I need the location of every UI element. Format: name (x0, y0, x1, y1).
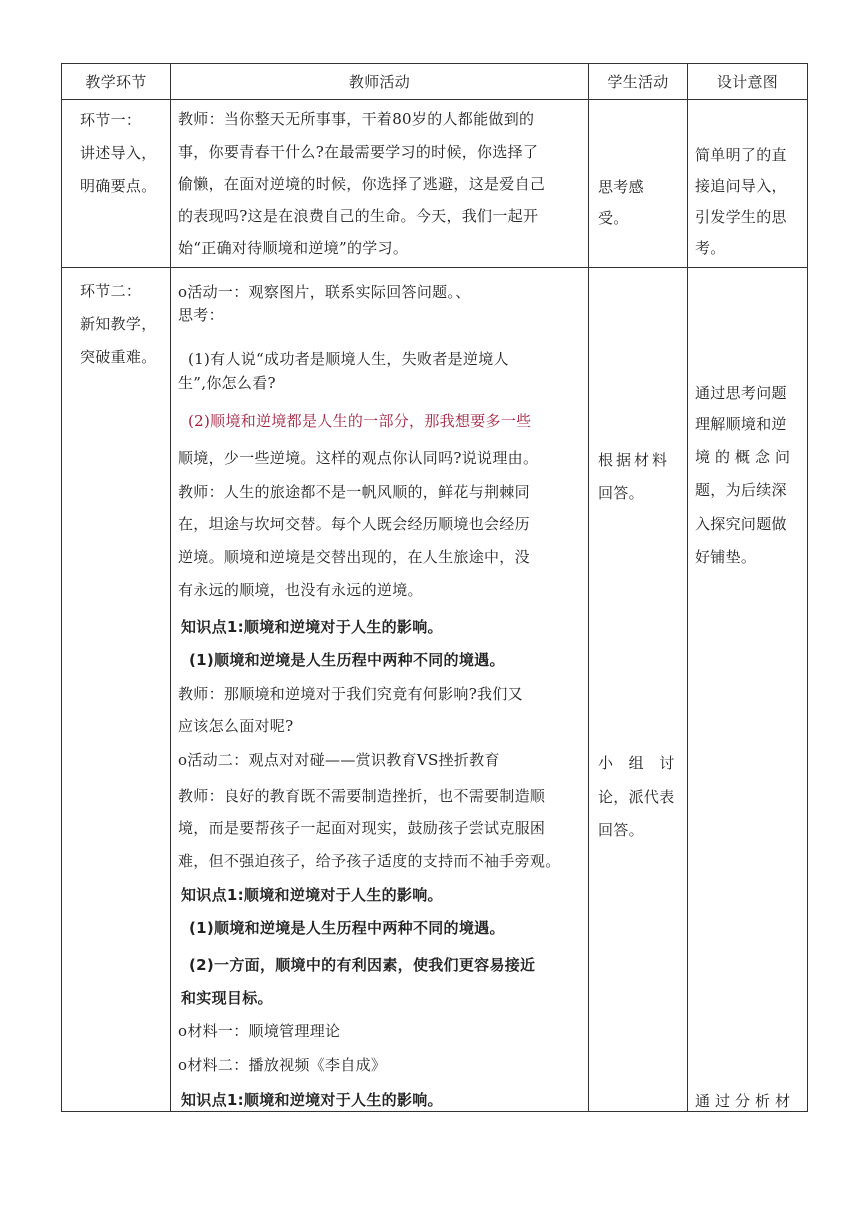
teacher-question-line: 应该怎么面对呢? (178, 717, 294, 735)
row1-intent-line: 考。 (695, 239, 726, 257)
teacher-remark2-line: 难，但不强迫孩子，给予孩子适度的支持而不袖手旁观。 (178, 852, 561, 870)
knowledge-point-item: (2)一方面，顺境中的有利因素，使我们更容易接近 (189, 956, 536, 974)
teacher-remark-line: 有永远的顺境，也没有永远的逆境。 (178, 581, 423, 599)
row1-intent-line: 接追问导入， (695, 177, 787, 195)
row2-intent-line: 好铺垫。 (695, 548, 757, 566)
row2-stage-line: 新知教学， (80, 315, 157, 333)
header-stage: 教学环节 (85, 73, 147, 91)
table-col-divider-3 (687, 63, 688, 1112)
row2-student2-line: 回答。 (598, 821, 644, 839)
row2-intent-line: 境的概念问 (695, 448, 796, 466)
question1-line: (1)有人说“成功者是顺境人生，失败者是逆境人 (188, 350, 509, 368)
header-teacher-activity: 教师活动 (348, 73, 411, 91)
table-border-left (61, 63, 62, 1112)
row2-stage-line: 环节二： (80, 282, 142, 300)
table-col-divider-1 (170, 63, 171, 1112)
row1-stage-line: 明确要点。 (80, 177, 157, 195)
row2-student1-line: 根据材料 (598, 451, 671, 469)
table-col-divider-2 (588, 63, 589, 1112)
row1-teacher-line: 事，你要青春干什么?在最需要学习的时候，你选择了 (178, 143, 539, 161)
row2-stage-line: 突破重难。 (80, 348, 157, 366)
row1-intent-line: 引发学生的思 (695, 208, 787, 226)
row2-student1-line: 回答。 (598, 484, 644, 502)
header-student-activity: 学生活动 (607, 73, 669, 91)
row2-intent-line: 通过思考问题 (695, 384, 787, 402)
knowledge-point-item: (1)顺境和逆境是人生历程中两种不同的境遇。 (189, 919, 505, 937)
row2-intent-line: 通过分析材 (695, 1092, 796, 1110)
header-design-intent: 设计意图 (716, 73, 779, 91)
teacher-remark2-line: 境，而是要帮孩子一起面对现实，鼓励孩子尝试克服困 (178, 819, 546, 837)
row2-student2-line: 论，派代表 (598, 788, 675, 806)
teacher-remark-line: 教师：人生的旅途都不是一帆风顺的，鲜花与荆棘同 (178, 483, 530, 501)
row1-stage-line: 讲述导入， (80, 144, 157, 162)
question1-line: 生”,你怎么看? (178, 374, 276, 392)
activity1-text: o活动一：观察图片，联系实际回答问题。、 (178, 283, 471, 301)
row1-stage-line: 环节一： (80, 111, 142, 129)
table-rule-row1 (61, 267, 808, 268)
teacher-question-line: 教师：那顺境和逆境对于我们究竟有何影响?我们又 (178, 685, 523, 703)
row1-intent-line: 简单明了的直 (695, 146, 787, 164)
row2-intent-line: 入探究问题做 (695, 515, 787, 533)
question2-rest: 顺境，少一些逆境。这样的观点你认同吗?说说理由。 (178, 449, 539, 467)
table-border-right (807, 63, 808, 1112)
teacher-remark2-line: 教师：良好的教育既不需要制造挫折，也不需要制造顺 (178, 787, 546, 805)
knowledge-point-heading: 知识点1:顺境和逆境对于人生的影响。 (181, 886, 443, 904)
material2-text: o材料二：播放视频《李自成》 (178, 1056, 387, 1074)
teacher-remark-line: 逆境。顺境和逆境是交替出现的，在人生旅途中，没 (178, 548, 530, 566)
table-rule-header (61, 99, 808, 100)
row2-intent-line: 题，为后续深 (695, 481, 787, 499)
table-border-top (61, 63, 808, 64)
row1-student-line: 受。 (598, 209, 629, 227)
knowledge-point-item: 和实现目标。 (181, 989, 273, 1007)
row1-teacher-line: 教师：当你整天无所事事，干着80岁的人都能做到的 (178, 110, 535, 128)
teacher-remark-line: 在，坦途与坎坷交替。每个人既会经历顺境也会经历 (178, 515, 530, 533)
row2-intent-line: 理解顺境和逆 (695, 415, 787, 433)
knowledge-point-heading: 知识点1:顺境和逆境对于人生的影响。 (181, 1091, 443, 1109)
row1-teacher-line: 的表现吗?这是在浪费自己的生命。今天，我们一起开 (178, 207, 539, 225)
row1-teacher-line: 偷懒，在面对逆境的时候，你选择了逃避，这是爱自己 (178, 175, 546, 193)
material1-text: o材料一：顺境管理理论 (178, 1022, 341, 1040)
knowledge-point-item: (1)顺境和逆境是人生历程中两种不同的境遇。 (189, 651, 505, 669)
knowledge-point-heading: 知识点1:顺境和逆境对于人生的影响。 (181, 618, 443, 636)
row2-student2-line: 小 组 讨 (598, 754, 675, 772)
row1-student-line: 思考感 (598, 178, 644, 196)
activity2-text: o活动二：观点对对碰——赏识教育VS挫折教育 (178, 751, 500, 769)
think-label: 思考： (178, 306, 224, 324)
question2-highlight: (2)顺境和逆境都是人生的一部分，那我想要多一些 (188, 412, 532, 430)
table-border-bottom (61, 1111, 808, 1112)
row1-teacher-line: 始“正确对待顺境和逆境”的学习。 (178, 239, 409, 257)
